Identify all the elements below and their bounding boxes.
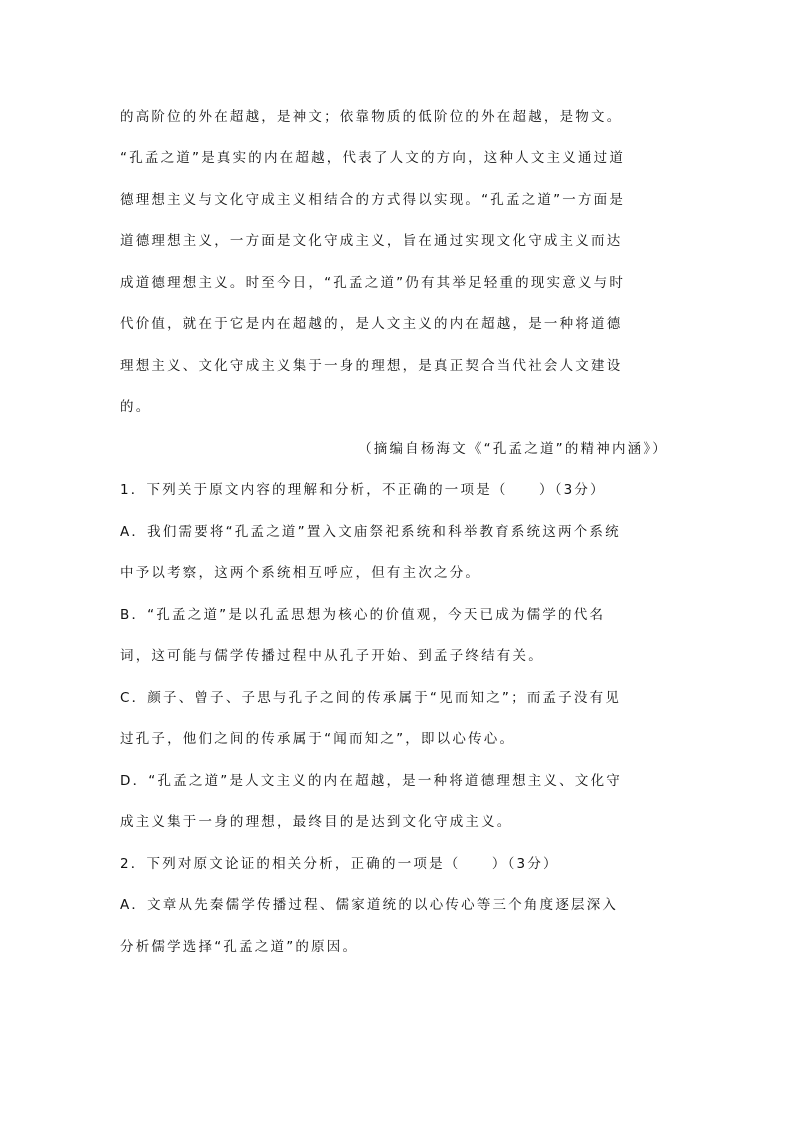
passage-line-7: 理想主义、文化守成主义集于一身的理想，是真正契合当代社会人文建设 <box>120 358 623 374</box>
question-2-stem: 2．下列对原文论证的相关分析，正确的一项是（ ）（3分） <box>120 856 559 872</box>
question-2-option-a-line-2: 分析儒学选择“孔孟之道”的原因。 <box>120 939 359 955</box>
question-1-option-d-line-2: 成主义集于一身的理想，最终目的是达到文化守成主义。 <box>120 814 513 830</box>
question-2-option-a-line-1: A．文章从先秦儒学传播过程、儒家道统的以心传心等三个角度逐层深入 <box>120 897 619 913</box>
question-1-option-d-line-1: D．“孔孟之道”是人文主义的内在超越，是一种将道德理想主义、文化守 <box>120 773 622 789</box>
question-1-option-b-line-2: 词，这可能与儒学传播过程中从孔子开始、到孟子终结有关。 <box>120 648 544 664</box>
passage-line-4: 道德理想主义，一方面是文化守成主义，旨在通过实现文化守成主义而达 <box>120 233 623 249</box>
passage-line-8: 的。 <box>120 399 152 415</box>
question-1-stem: 1．下列关于原文内容的理解和分析，不正确的一项是（ ）（3分） <box>120 482 606 498</box>
question-1-option-c-line-1: C．颜子、曾子、子思与孔子之间的传承属于“见而知之”；而孟子没有见 <box>120 690 622 706</box>
passage-line-1: 的高阶位的外在超越，是神文；依靠物质的低阶位的外在超越，是物文。 <box>120 109 623 125</box>
question-1-option-a-line-2: 中予以考察，这两个系统相互呼应，但有主次之分。 <box>120 565 482 581</box>
passage-line-3: 德理想主义与文化守成主义相结合的方式得以实现。“孔孟之道”一方面是 <box>120 192 626 208</box>
question-1-option-b-line-1: B．“孔孟之道”是以孔孟思想为核心的价值观，今天已成为儒学的代名 <box>120 607 606 623</box>
passage-line-2: “孔孟之道”是真实的内在超越，代表了人文的方向，这种人文主义通过道 <box>120 150 626 166</box>
passage-line-6: 代价值，就在于它是内在超越的，是人文主义的内在超越，是一种将道德 <box>120 316 623 332</box>
passage-line-5: 成道德理想主义。时至今日，“孔孟之道”仍有其举足轻重的现实意义与时 <box>120 275 626 291</box>
question-1-option-a-line-1: A．我们需要将“孔孟之道”置入文庙祭祀系统和科举教育系统这两个系统 <box>120 524 621 540</box>
passage-source: （摘编自杨海文《“孔孟之道”的精神内涵》） <box>358 441 668 457</box>
question-1-option-c-line-2: 过孔子，他们之间的传承属于“闻而知之”，即以心传心。 <box>120 731 516 747</box>
